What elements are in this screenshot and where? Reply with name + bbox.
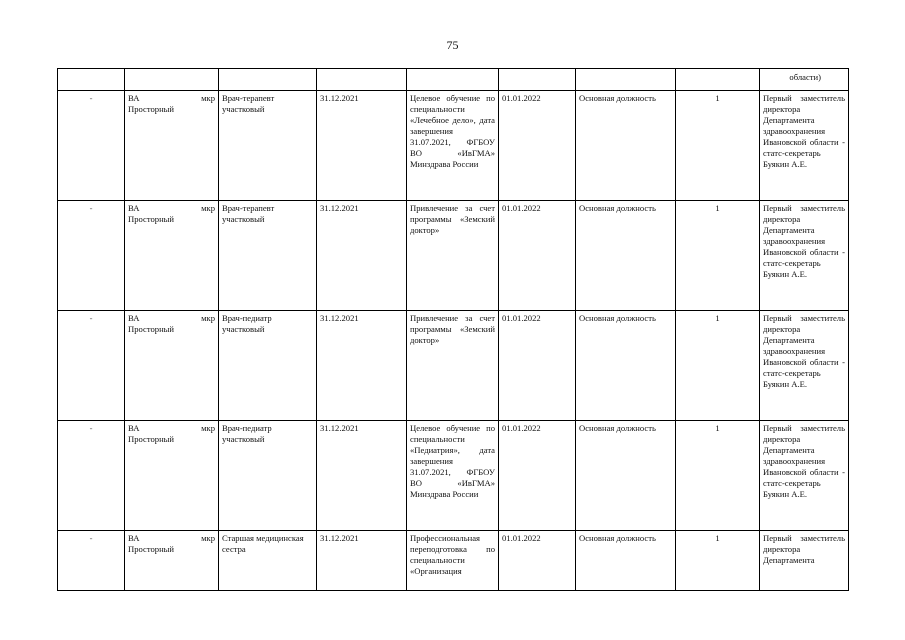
responsible-cell: Первый заместитель директора Департамента здравоохранения Ивановской области - статс-секретарь Буякин А.Е. — [760, 201, 849, 311]
quantity-cell: 1 — [676, 91, 760, 201]
condition-cell: Привлечение за счет программы «Земский доктор» — [407, 311, 499, 421]
location-code: ВА — [128, 423, 140, 433]
post-type-cell: Основная должность — [576, 421, 676, 531]
location-cell — [125, 531, 219, 591]
table-cell — [219, 69, 317, 91]
post-type-cell: Основная должность — [576, 201, 676, 311]
table-row — [58, 311, 849, 421]
location-district: мкр — [201, 203, 215, 213]
post-type-cell: Основная должность — [576, 311, 676, 421]
post-type-cell: Основная должность — [576, 531, 676, 591]
start-date-cell: 01.01.2022 — [499, 311, 576, 421]
location-district: мкр — [201, 93, 215, 103]
quantity-cell: 1 — [676, 311, 760, 421]
position-cell: Врач-педиатр участковый — [219, 311, 317, 421]
position-cell: Врач-педиатр участковый — [219, 421, 317, 531]
date-cell: 31.12.2021 — [317, 311, 407, 421]
start-date-cell: 01.01.2022 — [499, 201, 576, 311]
condition-cell: Целевое обучение по специальности «Педиатрия», дата завершения 31.07.2021, ФГБОУ ВО «ИвГМА» Минздрава России — [407, 421, 499, 531]
position-cell: Старшая медицинская сестра — [219, 531, 317, 591]
quantity-cell: 1 — [676, 531, 760, 591]
location-cell — [125, 311, 219, 421]
table-cell — [499, 69, 576, 91]
date-cell: 31.12.2021 — [317, 531, 407, 591]
location-cell — [125, 201, 219, 311]
row-mark: - — [58, 311, 125, 421]
continuation-text: области) — [789, 72, 821, 82]
location-name: Просторный — [128, 104, 175, 114]
location-code: ВА — [128, 93, 140, 103]
location-name: Просторный — [128, 214, 175, 224]
row-mark: - — [58, 421, 125, 531]
responsible-cell: Первый заместитель директора Департамента здравоохранения Ивановской области - статс-секретарь Буякин А.Е. — [760, 311, 849, 421]
responsible-cell: Первый заместитель директора Департамента здравоохранения Ивановской области - статс-секретарь Буякин А.Е. — [760, 91, 849, 201]
quantity-cell: 1 — [676, 201, 760, 311]
table-cell — [407, 69, 499, 91]
location-name: Просторный — [128, 324, 175, 334]
table-cell — [576, 69, 676, 91]
table-row — [58, 201, 849, 311]
date-cell: 31.12.2021 — [317, 91, 407, 201]
table-row — [58, 421, 849, 531]
start-date-cell: 01.01.2022 — [499, 531, 576, 591]
location-cell — [125, 421, 219, 531]
row-mark: - — [58, 201, 125, 311]
location-code: ВА — [128, 533, 140, 543]
responsible-cell: Первый заместитель директора Департамента — [760, 531, 849, 591]
table-row — [58, 91, 849, 201]
row-mark: - — [58, 91, 125, 201]
location-code: ВА — [128, 203, 140, 213]
date-cell: 31.12.2021 — [317, 201, 407, 311]
location-name: Просторный — [128, 434, 175, 444]
location-name: Просторный — [128, 544, 175, 554]
location-district: мкр — [201, 313, 215, 323]
position-cell: Врач-терапевт участковый — [219, 201, 317, 311]
date-cell: 31.12.2021 — [317, 421, 407, 531]
condition-cell: Привлечение за счет программы «Земский доктор» — [407, 201, 499, 311]
condition-cell: Целевое обучение по специальности «Лечебное дело», дата завершения 31.07.2021, ФГБОУ ВО «ИвГМА» Минздрава России — [407, 91, 499, 201]
table-cell — [317, 69, 407, 91]
position-cell: Врач-терапевт участковый — [219, 91, 317, 201]
table-cell — [760, 69, 849, 91]
start-date-cell: 01.01.2022 — [499, 91, 576, 201]
row-mark: - — [58, 531, 125, 591]
table-cell — [676, 69, 760, 91]
start-date-cell: 01.01.2022 — [499, 421, 576, 531]
table-cell — [125, 69, 219, 91]
location-code: ВА — [128, 313, 140, 323]
location-district: мкр — [201, 423, 215, 433]
responsible-cell: Первый заместитель директора Департамента здравоохранения Ивановской области - статс-секретарь Буякин А.Е. — [760, 421, 849, 531]
table-cell — [58, 69, 125, 91]
condition-cell: Профессиональная переподготовка по специальности «Организация — [407, 531, 499, 591]
quantity-cell: 1 — [676, 421, 760, 531]
staffing-table — [57, 68, 849, 591]
post-type-cell: Основная должность — [576, 91, 676, 201]
location-cell — [125, 91, 219, 201]
location-district: мкр — [201, 533, 215, 543]
page-number: 75 — [446, 38, 459, 52]
continuation-row — [58, 69, 849, 91]
table-row — [58, 531, 849, 591]
